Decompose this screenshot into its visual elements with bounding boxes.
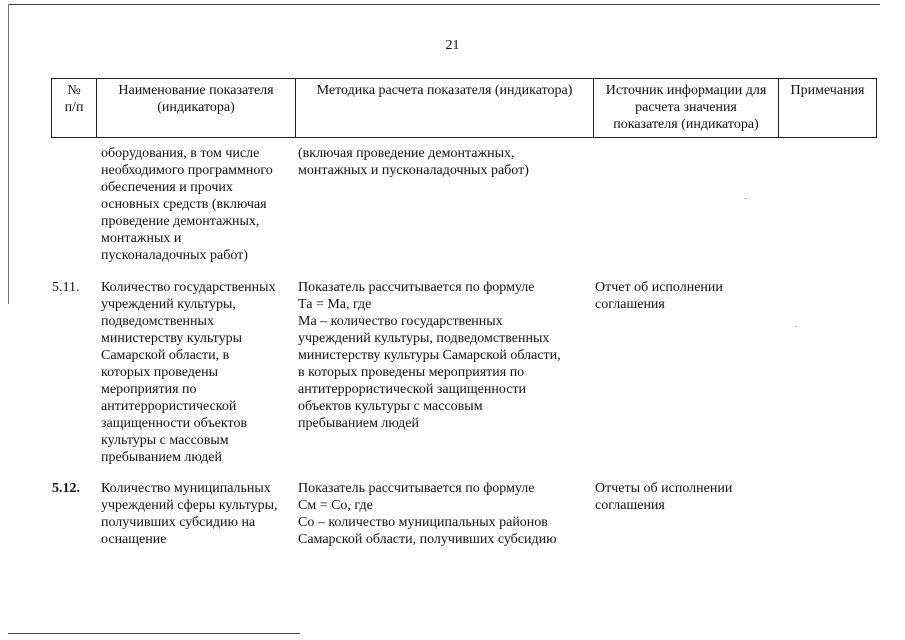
row-name-line: мероприятия по [101, 382, 197, 397]
row-name-line: оборудования, в том числе [101, 146, 260, 161]
row-method-line: (включая проведение демонтажных, [298, 146, 515, 161]
row-name-line: Количество муниципальных [101, 481, 271, 496]
row-name-line: основных средств (включая [101, 197, 267, 212]
row-source-line: Отчет об исполнении [595, 280, 723, 295]
header-num-line: п/п [64, 100, 84, 115]
header-source-line: показателя (индикатора) [613, 117, 759, 132]
row-number: 5.12. [52, 481, 80, 496]
row-method-line: См = Со, где [298, 498, 373, 513]
row-name-line: оснащение [101, 532, 167, 547]
row-name-line: получивших субсидию на [101, 515, 256, 530]
header-method [296, 79, 594, 138]
row-name-line: защищенности объектов [101, 416, 248, 431]
row-source [595, 279, 773, 313]
row-name-line: которых проведены [101, 365, 219, 380]
row-name-line: необходимого программного [101, 163, 273, 178]
header-num-line: № [67, 83, 81, 98]
row-method-line: объектов культуры с массовым [298, 399, 483, 414]
header-row [52, 79, 877, 138]
row-method-line: Самарской области, получивших субсидию [298, 532, 557, 547]
header-source-line: расчета значения [635, 100, 737, 115]
row-name [101, 480, 296, 548]
row-method-line: пребыванием людей [298, 416, 419, 431]
row-source [595, 480, 773, 514]
page-number: 21 [445, 38, 460, 53]
row-name-line: пусконаладочных работ) [101, 248, 248, 263]
row-method-line: учреждений культуры, подведомственных [298, 331, 550, 346]
row-method-line: Показатель рассчитывается по формуле [298, 280, 535, 295]
row-name-line: монтажных и [101, 231, 182, 246]
row-method-line: антитеррористической защищенности [298, 382, 527, 397]
header-source [594, 79, 779, 138]
header-note-line: Примечания [790, 83, 865, 98]
row-method-line: Ма – количество государственных [298, 314, 503, 329]
row-method-line: в которых проведены мероприятия по [298, 365, 525, 380]
scan-speck [795, 326, 797, 327]
header-source-line: Источник информации для [605, 83, 767, 98]
row-name-line: антитеррористической [101, 399, 237, 414]
row-method-line: Показатель рассчитывается по формуле [298, 481, 535, 496]
row-source-line: соглашения [595, 297, 665, 312]
row-name-line: учреждений культуры, [101, 297, 236, 312]
table-header [51, 78, 877, 138]
scan-speck [745, 198, 747, 199]
row-method-line: монтажных и пусконаладочных работ) [298, 163, 529, 178]
row-name-line: министерству культуры [101, 331, 243, 346]
row-name-line: учреждений сферы культуры, [101, 498, 278, 513]
row-name-line: подведомственных [101, 314, 214, 329]
header-name [97, 79, 296, 138]
row-name-line: пребыванием людей [101, 450, 222, 465]
row-name-line: проведение демонтажных, [101, 214, 260, 229]
row-name [101, 279, 296, 466]
row-name-line: культуры с массовым [101, 433, 229, 448]
row-name-line: обеспечения и прочих [101, 180, 233, 195]
page-frame-top [8, 4, 880, 5]
row-method [298, 279, 590, 432]
footer-rule [8, 633, 300, 634]
header-num [52, 79, 97, 138]
row-method-line: министерству культуры Самарской области, [298, 348, 561, 363]
header-note [779, 79, 877, 138]
row-number: 5.11. [52, 280, 80, 295]
row-source-line: Отчеты об исполнении [595, 481, 733, 496]
row-source-line: соглашения [595, 498, 665, 513]
row-method-line: Со – количество муниципальных районов [298, 515, 548, 530]
row-method-line: Та = Ма, где [298, 297, 372, 312]
header-name-line: (индикатора) [157, 100, 235, 115]
row-method [298, 480, 590, 548]
row-name-line: Самарской области, в [101, 348, 230, 363]
row-method [298, 145, 590, 179]
row-name-line: Количество государственных [101, 280, 276, 295]
header-method-line: Методика расчета показателя (индикатора) [316, 83, 573, 98]
row-name [101, 145, 296, 264]
header-name-line: Наименование показателя [118, 83, 274, 98]
